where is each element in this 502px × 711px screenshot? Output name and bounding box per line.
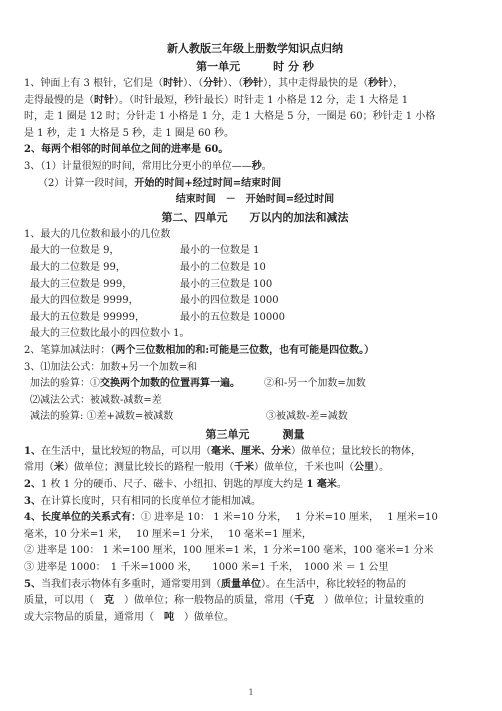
unit1-para-4: 是 1 秒，走 1 大格是 5 秒，走 1 圈是 60 秒。 [24,127,234,139]
unit3-para-2: 常用（米）做单位；测量比较长的路程一般用（千米）做单位，千米也叫（公里）。 [24,462,389,474]
unit2-para-5: 加法的验算：①交换两个加数的位置再算一遍。 ②和-另一个加数=加数 [30,378,366,390]
unit2-row: 最大的五位数是 99999， 最小的五位数是 10000 [30,311,285,323]
unit2-para-3: 2、笔算加减法时：（两个三位数相加的和:可能是三位数，也有可能是四位数。） [24,344,375,356]
unit2-heading: 第二、四单元 万以内的加法和减法 [161,210,349,224]
unit3-para-7: ② 进率是 100： 1 米=100 厘米，100 厘米=1 米，1 分米=100 毫米，100 毫米=1 分米 [24,545,434,557]
unit2-row: 最大的三位数是 999， 最小的三位数是 100 [30,278,273,290]
unit3-para-9: 5、当我们表示物体有多重时，通常要用到（质量单位）。在生活中，称比较轻的物品的 [24,578,406,590]
unit3-heading: 第三单元 测量 [205,427,305,441]
unit3-para-1: 1、在生活中，量比较短的物品，可以用（毫米、厘米、分米）做单位；量比较长的物体， [24,445,421,457]
unit3-para-3: 2、1 枚 1 分的硬币、尺子、磁卡、小纽扣、钥匙的厚度大约是 1 毫米。 [24,479,347,491]
unit1-para-7: （2）计算一段时间，开始的时间+经过时间=结束时间 [38,177,282,189]
unit2-para-7: 减法的验算: ①差+减数=被减数 ③被减数-差=减数 [30,411,348,423]
unit3-para-6: 毫米，10 分米=1 米， 10 厘米=1 分米， 10 毫米=1 厘米， [24,528,312,540]
unit2-row: 最大的二位数是 99， 最小的二位数是 10 [30,261,266,273]
unit1-heading: 第一单元 时 分 秒 [196,60,314,73]
unit2-para-4: 3、⑴加法公式：加数+另一个加数=和 [24,361,198,373]
unit2-para-1: 1、最大的几位数和最小的几位数 [24,228,171,240]
document-page [24,40,486,626]
unit3-para-11: 或大宗物品的质量，通常用（ 吨 ）做单位。 [24,611,234,623]
unit1-para-5: 2、每两个相邻的时间单位之间的进率是 60。 [24,144,229,156]
unit1-para-1: 1、钟面上有 3 根针，它们是（时针）、（分针）、（秒针），其中走得最快的是（秒针）， [24,78,404,89]
doc-title: 新人教版三年级上册数学知识点归纳 [167,42,343,55]
unit1-para-8: 结束时间 － 开始时间=经过时间 [175,194,335,206]
unit3-para-10: 质量，可以用（ 克 ）做单位；称一般物品的质量，常用（千克 ）做单位；计量较重的 [24,595,424,607]
page-number: 1 [248,688,254,697]
unit3-para-5: 4、长度单位的关系式有：① 进率是 10： 1 米=10 分米， 1 分米=10 厘米， 1 厘米=10 [24,512,438,524]
unit3-para-8: ③ 进率是 1000： 1 千米=1000 米， 1000 米=1 千米， 1000 米 ＝ 1 公里 [24,562,389,574]
unit2-para-2: 最大的三位数比最小的四位数小 1。 [30,328,190,340]
unit1-para-2: 走得最慢的是（时针）。（时针最短，秒针最长）时针走 1 小格是 12 分，走 1 大格是 1 [24,94,409,106]
unit2-row: 最大的一位数是 9， 最小的一位数是 1 [30,245,260,257]
unit2-row: 最大的四位数是 9999， 最小的四位数是 1000 [30,295,279,307]
unit1-para-6: 3、（1）计量很短的时间，常用比分更小的单位——秒。 [24,160,272,172]
unit3-para-4: 3、在计算长度时，只有相同的长度单位才能相加减。 [24,495,261,507]
unit1-para-3: 时，走 1 圈是 12 时；分针走 1 小格是 1 分，走 1 大格是 5 分，一圈是 60；秒针走 1 小格 [24,111,436,123]
unit2-para-6: ⑵减法公式：被减数-减数=差 [30,394,162,406]
